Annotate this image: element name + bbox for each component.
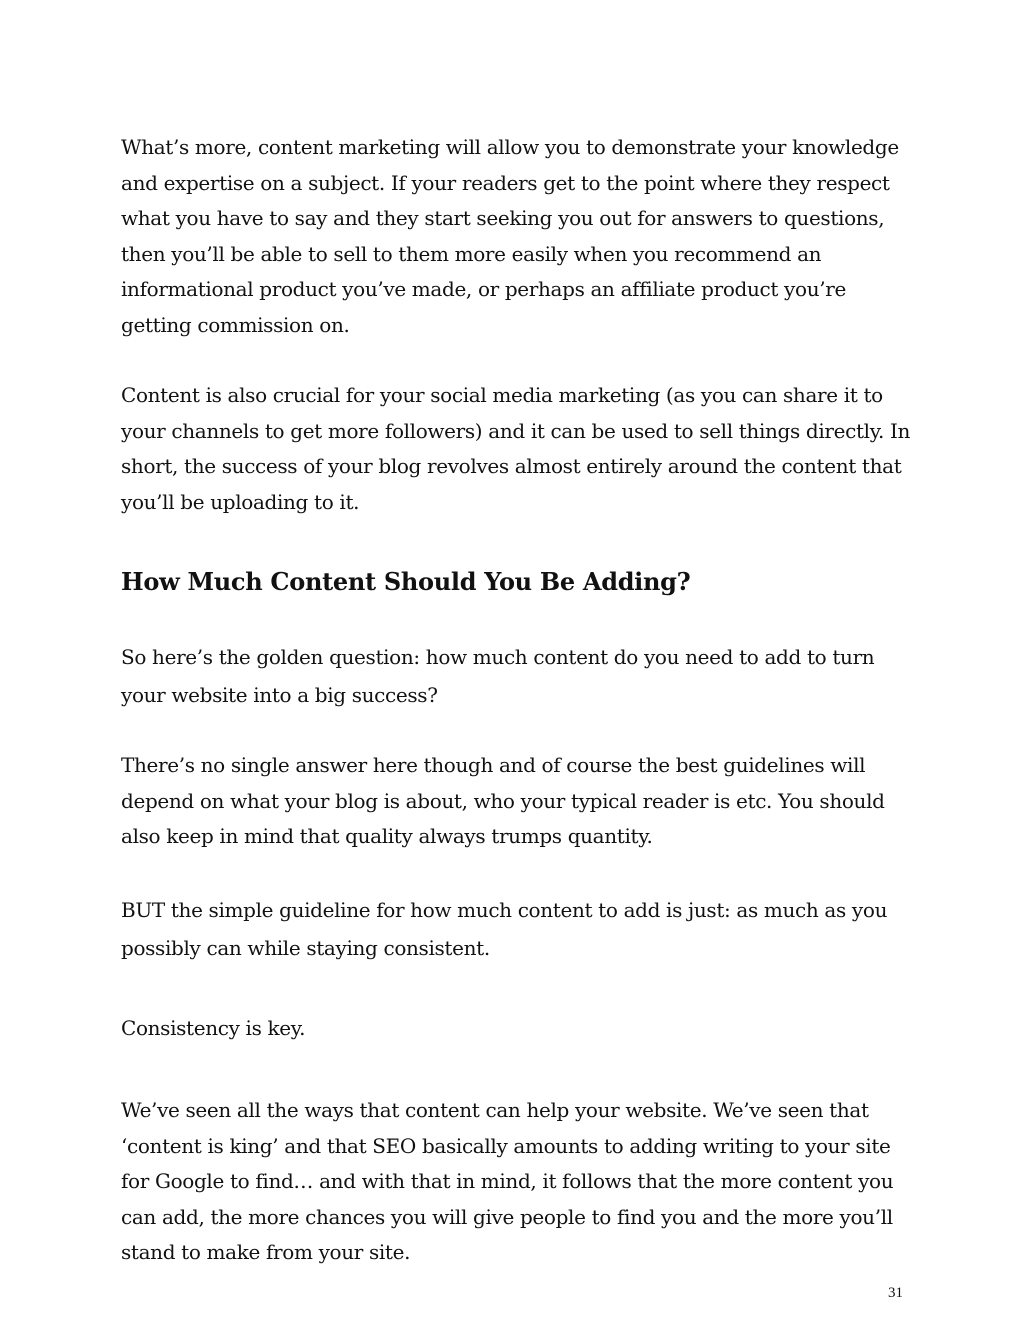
paragraph-no-single-answer: There’s no single answer here though and of course the best guidelines will depend on what your blog is about, who your typical reader is etc. You should also keep in mind that quality always trumps quantity. — [121, 753, 885, 848]
paragraph-content-is-king: We’ve seen all the ways that content can help your website. We’ve seen that ‘content is king’ and that SEO basically amounts to adding writing to your site for Google to find… and with that in mind, it follows that the more content you can add, the more chances you will give people to find you and the more you’ll stand to make from your site. — [121, 1098, 894, 1264]
paragraph-social-media-marketing: Content is also crucial for your social media marketing (as you can share it to your channels to get more followers) and it can be used to sell things directly. In short, the success of your blog revolves almost entirely around the content that you’ll be uploading to it. — [121, 383, 911, 514]
page-number: 31 — [888, 1285, 903, 1301]
section-heading: How Much Content Should You Be Adding? — [121, 567, 691, 596]
paragraph-consistency-key: Consistency is key. — [121, 1016, 306, 1040]
paragraph-content-marketing-expertise: What’s more, content marketing will allow you to demonstrate your knowledge and expertise on a subject. If your readers get to the point where they respect what you have to say and they start seeking you out for answers to questions, then you’ll be able to sell to them more easily when you recommend an informational product you’ve made, or perhaps an affiliate product you’re getting commission on. — [121, 135, 899, 337]
paragraph-golden-question: So here’s the golden question: how much content do you need to add to turn your website into a big success? — [121, 645, 875, 707]
paragraph-simple-guideline: BUT the simple guideline for how much content to add is just: as much as you possibly can while staying consistent. — [121, 898, 888, 960]
